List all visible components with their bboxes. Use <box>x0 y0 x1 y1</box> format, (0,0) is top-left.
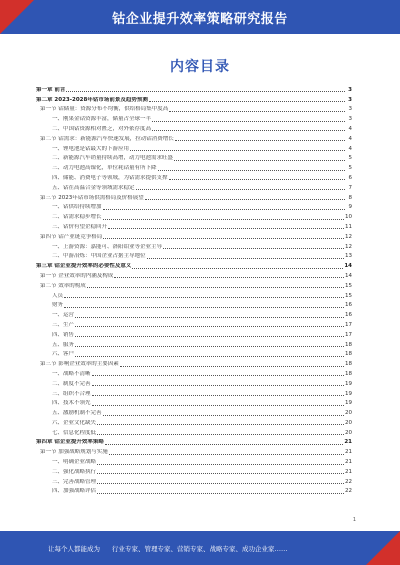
toc-entry-title: 第三节 影响企业效率的主要因素 <box>40 361 119 368</box>
toc-entry-title: 六、客户 <box>52 351 75 358</box>
toc-dot-leader <box>130 150 345 151</box>
toc-entry[interactable] <box>36 446 352 456</box>
toc-entry-page: 3 <box>348 106 352 113</box>
toc-dot-leader <box>75 317 344 318</box>
toc-dot-leader <box>169 111 345 112</box>
toc-entry-title: 二、制度不完善 <box>52 380 91 387</box>
toc-entry-title: 第二节 效率的构成 <box>40 282 86 289</box>
toc-entry-title: 六、企业文化缺失 <box>52 419 97 426</box>
toc-entry-page: 13 <box>345 253 352 260</box>
toc-entry-page: 16 <box>345 302 352 309</box>
toc-dot-leader <box>75 326 344 327</box>
toc-entry-page: 4 <box>348 135 352 142</box>
toc-dot-leader <box>120 366 344 367</box>
footer-text <box>48 544 288 553</box>
toc-entry-page: 19 <box>345 380 352 387</box>
toc-entry-page: 19 <box>345 390 352 397</box>
toc-entry-page: 4 <box>348 125 352 132</box>
toc-entry-title: 第三章 钴企业提升效率的必要性及意义 <box>36 263 132 270</box>
toc-entry[interactable] <box>36 476 352 486</box>
toc-entry-page: 3 <box>348 116 352 123</box>
toc-entry-title: 第四章 钴企业提升效率策略 <box>36 439 104 446</box>
toc-entry-page: 12 <box>345 233 352 240</box>
toc-entry[interactable] <box>36 143 352 153</box>
toc-dot-leader <box>108 228 344 229</box>
toc-entry-title: 一、锂电池是钴最大的下游应用 <box>52 145 130 152</box>
toc-entry-page: 20 <box>345 410 352 417</box>
toc-entry-title: 三、组织不合理 <box>52 390 91 397</box>
toc-entry-title: 第一节 企业效率的内涵及构成 <box>40 272 114 279</box>
toc-entry[interactable] <box>36 182 352 192</box>
toc-entry[interactable] <box>36 113 352 123</box>
toc-dot-leader <box>152 130 345 131</box>
toc-entry[interactable] <box>36 300 352 310</box>
toc-entry-page: 21 <box>345 459 352 466</box>
page-number: 1 <box>352 517 356 523</box>
toc-dot-leader <box>103 219 344 220</box>
toc-entry[interactable] <box>36 319 352 329</box>
toc-entry[interactable] <box>36 84 352 94</box>
toc-entry-title: 第一节 加强战略规划与实施 <box>40 449 108 456</box>
toc-entry[interactable] <box>36 153 352 163</box>
toc-dot-leader <box>152 121 345 122</box>
toc-dot-leader <box>75 356 344 357</box>
toc-entry-title: 第二节 钴需求：新能源汽车快速发展，拉动钴消费增长 <box>40 135 174 142</box>
toc-entry[interactable] <box>36 260 352 270</box>
toc-entry-page: 5 <box>348 165 352 172</box>
toc-dot-leader <box>105 444 343 445</box>
toc-entry-title: 一、运营 <box>52 312 75 319</box>
toc-entry[interactable] <box>36 339 352 349</box>
toc-entry[interactable] <box>36 221 352 231</box>
toc-entry-page: 16 <box>345 312 352 319</box>
toc-dot-leader <box>92 385 344 386</box>
toc-entry-page: 9 <box>348 204 352 211</box>
toc-entry[interactable] <box>36 231 352 241</box>
toc-entry[interactable] <box>36 123 352 133</box>
toc-dot-leader <box>97 464 344 465</box>
toc-entry-title: 财务 <box>52 302 64 309</box>
toc-entry-title: 第四节 钴产业链竞争格局 <box>40 233 103 240</box>
table-of-contents <box>36 84 352 495</box>
header-band <box>0 0 400 34</box>
toc-entry-title: 三、完善战略管理 <box>52 478 97 485</box>
toc-entry-page: 14 <box>344 263 352 270</box>
toc-entry-page: 4 <box>348 145 352 152</box>
toc-dot-leader <box>66 91 345 92</box>
toc-entry-title: 一、明确企业战略 <box>52 459 97 466</box>
footer-red-corner <box>366 531 400 565</box>
toc-entry-page: 18 <box>345 370 352 377</box>
toc-entry-page: 15 <box>345 292 352 299</box>
toc-entry[interactable] <box>36 290 352 300</box>
toc-entry[interactable] <box>36 417 352 427</box>
toc-entry-title: 四、销售 <box>52 331 75 338</box>
toc-entry-page: 3 <box>348 96 352 103</box>
toc-entry-page: 22 <box>345 488 352 495</box>
toc-dot-leader <box>97 493 344 494</box>
toc-entry[interactable] <box>36 251 352 261</box>
toc-entry-title: 三、钴价有望企稳回升 <box>52 223 108 230</box>
toc-entry-page: 10 <box>345 214 352 221</box>
toc-dot-leader <box>97 424 344 425</box>
toc-entry-title: 一、钴供给持续增加 <box>52 204 102 211</box>
toc-entry-title: 四、储能、消费电子等领域，为钴需求提供支撑 <box>52 174 168 181</box>
footer-slogan: 让每个人都能成为 <box>48 545 100 553</box>
toc-entry-title: 五、服务 <box>52 341 75 348</box>
toc-entry-title: 第三节 2023年钴市场供需格局及价格展望 <box>40 194 144 201</box>
toc-heading: 内容目录 <box>170 59 230 75</box>
toc-entry-title: 五、激励机制不完善 <box>52 410 102 417</box>
toc-entry-page: 20 <box>345 419 352 426</box>
toc-entry-page: 7 <box>348 184 352 191</box>
toc-dot-leader <box>75 346 344 347</box>
toc-entry[interactable] <box>36 466 352 476</box>
toc-dot-leader <box>145 199 345 200</box>
toc-entry-title: 一、上游资源：嘉能可、洛阳钼业等企业主导 <box>52 243 163 250</box>
toc-dot-leader <box>158 170 345 171</box>
toc-entry-title: 第一章 前言 <box>36 86 66 93</box>
toc-entry[interactable] <box>36 378 352 388</box>
toc-entry-title: 三、动力电池高镍化，单位耗钴量有所下降 <box>52 165 157 172</box>
toc-dot-leader <box>149 101 345 102</box>
toc-entry[interactable] <box>36 437 352 447</box>
toc-dot-leader <box>147 258 344 259</box>
toc-entry-page: 8 <box>348 194 352 201</box>
toc-entry-page: 5 <box>348 155 352 162</box>
toc-entry[interactable] <box>36 162 352 172</box>
toc-entry-page: 21 <box>345 468 352 475</box>
toc-entry[interactable] <box>36 280 352 290</box>
toc-entry-page: 15 <box>345 282 352 289</box>
toc-entry[interactable] <box>36 211 352 221</box>
toc-entry-page: 11 <box>345 223 352 230</box>
toc-entry[interactable] <box>36 309 352 319</box>
toc-entry-title: 第一节 钴储量：资源分布不均衡，供给格局集中度高 <box>40 106 169 113</box>
toc-entry-page: 21 <box>345 449 352 456</box>
toc-dot-leader <box>92 405 344 406</box>
toc-entry[interactable] <box>36 241 352 251</box>
toc-entry-page: 6 <box>348 174 352 181</box>
toc-entry[interactable] <box>36 104 352 114</box>
toc-dot-leader <box>109 454 344 455</box>
toc-entry-page: 18 <box>345 361 352 368</box>
toc-entry[interactable] <box>36 349 352 359</box>
toc-entry-title: 七、信息化程度低 <box>52 429 97 436</box>
toc-entry[interactable] <box>36 172 352 182</box>
toc-entry[interactable] <box>36 358 352 368</box>
toc-entry-title: 二、中游冶炼：中国企业占据主导地位 <box>52 253 146 260</box>
toc-entry-page: 18 <box>345 351 352 358</box>
toc-entry-page: 12 <box>345 243 352 250</box>
toc-entry-page: 3 <box>348 86 352 93</box>
toc-entry-page: 14 <box>345 272 352 279</box>
toc-entry-title: 二、钴需求稳步增长 <box>52 214 102 221</box>
toc-entry-title: 人员 <box>52 292 64 299</box>
report-title: 钴企业提升效率策略研究报告 <box>112 12 288 27</box>
footer-roles: 行业专家、管理专家、营销专家、战略专家、成功企业家…… <box>112 545 288 553</box>
toc-entry[interactable] <box>36 407 352 417</box>
toc-dot-leader <box>97 483 344 484</box>
toc-entry-page: 17 <box>345 321 352 328</box>
toc-entry[interactable] <box>36 368 352 378</box>
toc-entry-page: 20 <box>345 429 352 436</box>
toc-entry-title: 一、刚果金钴资源丰富，储量占全球一半 <box>52 116 152 123</box>
toc-entry-title: 一、战略不清晰 <box>52 370 91 377</box>
toc-dot-leader <box>97 434 344 435</box>
toc-entry-page: 18 <box>345 341 352 348</box>
footer-band <box>0 531 400 565</box>
toc-entry-title: 五、钴在高温合金等领域需求稳定 <box>52 184 135 191</box>
toc-entry-title: 二、强化战略执行 <box>52 468 97 475</box>
toc-entry[interactable] <box>36 388 352 398</box>
toc-entry[interactable] <box>36 94 352 104</box>
toc-entry-title: 二、中国钴资源相对匮乏，对外依存度高 <box>52 125 152 132</box>
toc-dot-leader <box>163 248 344 249</box>
toc-dot-leader <box>136 189 345 190</box>
toc-entry-title: 四、加强战略评估 <box>52 488 97 495</box>
toc-dot-leader <box>64 307 344 308</box>
toc-entry[interactable] <box>36 486 352 496</box>
toc-dot-leader <box>97 473 344 474</box>
toc-entry[interactable] <box>36 427 352 437</box>
toc-dot-leader <box>92 375 344 376</box>
toc-dot-leader <box>103 415 344 416</box>
toc-dot-leader <box>87 287 344 288</box>
toc-entry-page: 19 <box>345 400 352 407</box>
toc-entry-title: 四、技术不领先 <box>52 400 91 407</box>
toc-dot-leader <box>132 268 343 269</box>
toc-entry-page: 17 <box>345 331 352 338</box>
toc-entry[interactable] <box>36 456 352 466</box>
toc-dot-leader <box>103 238 344 239</box>
toc-dot-leader <box>169 179 345 180</box>
toc-entry-page: 21 <box>344 439 352 446</box>
toc-entry-title: 二、新能源汽车销量持续高增，动力电池需求旺盛 <box>52 155 174 162</box>
toc-dot-leader <box>103 209 345 210</box>
toc-entry-page: 22 <box>345 478 352 485</box>
toc-dot-leader <box>92 395 344 396</box>
toc-entry[interactable] <box>36 398 352 408</box>
toc-dot-leader <box>75 336 344 337</box>
toc-entry[interactable] <box>36 329 352 339</box>
toc-entry-title: 三、生产 <box>52 321 75 328</box>
toc-entry-title: 第二章 2023-2028年钴市场前景及趋势预测 <box>36 96 148 103</box>
toc-entry[interactable] <box>36 192 352 202</box>
toc-dot-leader <box>175 140 345 141</box>
toc-dot-leader <box>64 297 344 298</box>
toc-entry[interactable] <box>36 202 352 212</box>
toc-entry[interactable] <box>36 270 352 280</box>
toc-dot-leader <box>174 160 345 161</box>
toc-dot-leader <box>114 277 344 278</box>
toc-entry[interactable] <box>36 133 352 143</box>
